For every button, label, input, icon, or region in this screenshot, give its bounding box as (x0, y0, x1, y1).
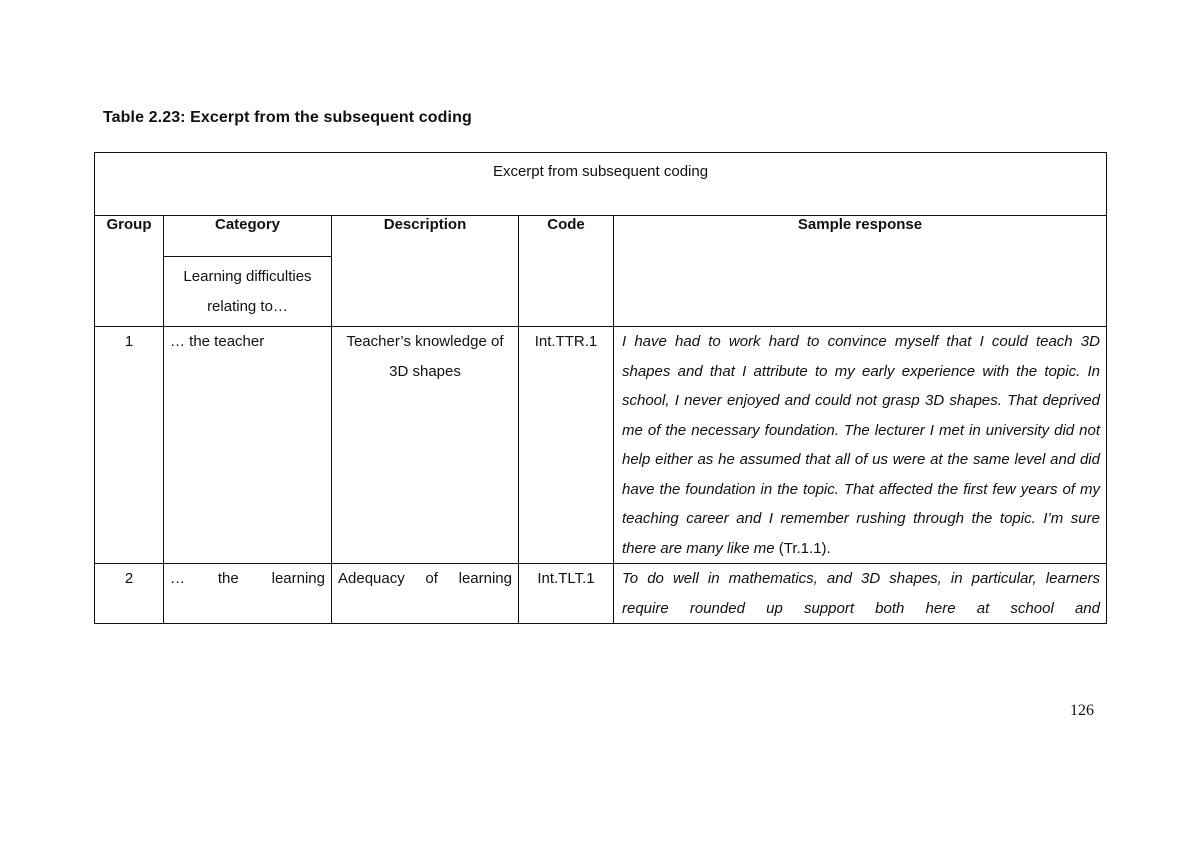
row-sample-response (614, 564, 1107, 624)
header-code: Code (519, 216, 614, 327)
row-group: 1 (95, 327, 164, 564)
header-category: Category (164, 216, 332, 257)
row-code: Int.TLT.1 (519, 564, 614, 624)
row-category: … the learning (164, 564, 332, 624)
response-text: To do well in mathematics, and 3D shapes, in particular, learners require rounded up support both here at school and (622, 570, 1100, 617)
category-subheader: Learning difficulties relating to… (164, 257, 332, 327)
page-number: 126 (1070, 702, 1094, 719)
row-category: … the teacher (164, 327, 332, 564)
row-description: Adequacy of learning (332, 564, 519, 624)
header-group: Group (95, 216, 164, 327)
table-row (95, 327, 1107, 564)
response-text: I have had to work hard to convince myself that I could teach 3D shapes and that I attribute to my early experience with the topic. In school, I never enjoyed and could not grasp 3D shapes. That deprived me of the necessary foundation. The lecturer I met in university did not help either as he assumed that all of us were at the same level and did have the foundation in the topic. That affected the first few years of my teaching career and I remember rushing through the topic. I’m sure there are many like me (622, 333, 1100, 557)
table-title-row (95, 153, 1107, 216)
row-description: Teacher’s knowledge of 3D shapes (332, 327, 519, 564)
response-source: (Tr.1.1). (778, 539, 831, 557)
header-row (95, 216, 1107, 257)
table-caption: Table 2.23: Excerpt from the subsequent coding (103, 109, 472, 126)
header-sample-response: Sample response (614, 216, 1107, 327)
header-description: Description (332, 216, 519, 327)
row-code: Int.TTR.1 (519, 327, 614, 564)
coding-table (94, 152, 1107, 624)
row-sample-response (614, 327, 1107, 564)
table-row (95, 564, 1107, 624)
table-title: Excerpt from subsequent coding (95, 153, 1107, 216)
row-group: 2 (95, 564, 164, 624)
